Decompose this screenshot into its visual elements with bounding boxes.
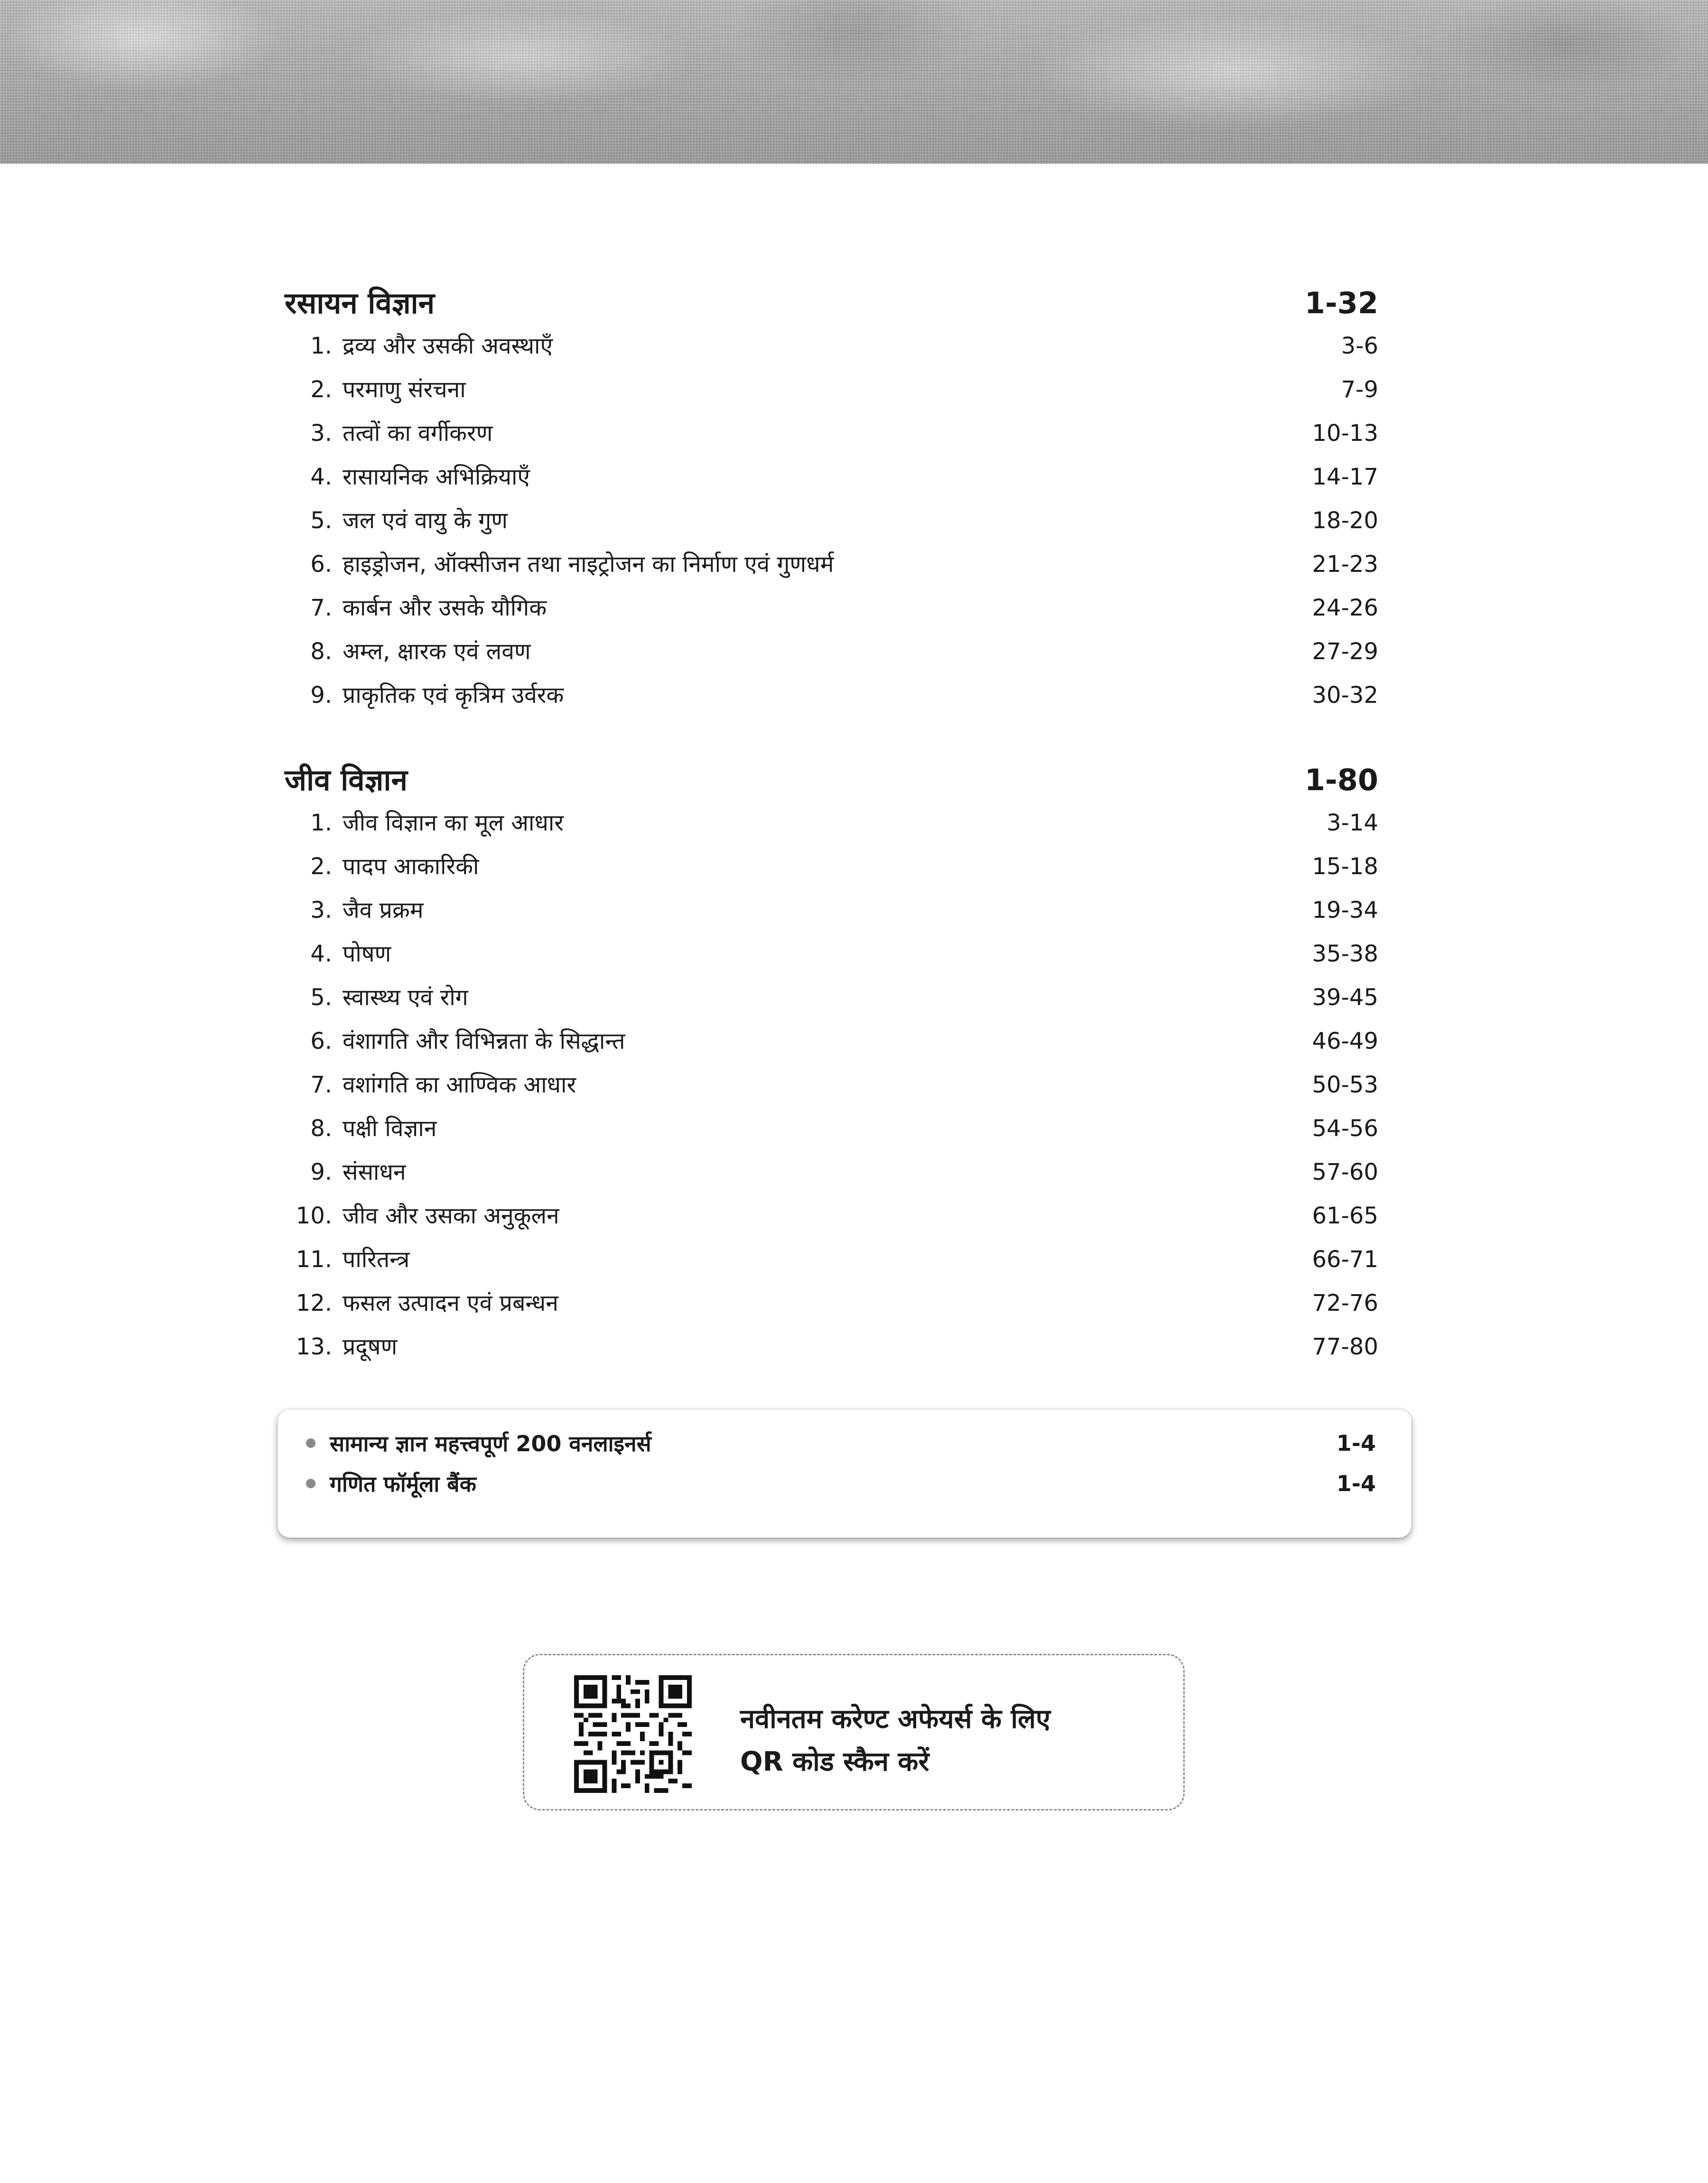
toc-row[interactable]	[285, 548, 1378, 592]
item-number: 2.	[310, 376, 332, 403]
item-pages: 35-38	[1312, 941, 1378, 967]
item-pages: 3-6	[1341, 333, 1378, 359]
section-title: रसायन विज्ञान	[285, 286, 435, 320]
toc-row[interactable]	[285, 635, 1378, 679]
section-pages: 1-32	[1304, 286, 1378, 320]
item-pages: 39-45	[1312, 984, 1378, 1011]
toc-row[interactable]	[285, 592, 1378, 635]
item-pages: 10-13	[1312, 420, 1378, 447]
toc-row[interactable]	[285, 850, 1378, 894]
toc-row[interactable]	[285, 504, 1378, 548]
item-pages: 72-76	[1312, 1290, 1378, 1316]
bonus-item-pages: 1-4	[1336, 1470, 1376, 1496]
item-label: संसाधन	[343, 1159, 406, 1185]
item-label: पादप आकारिकी	[343, 853, 479, 880]
toc-row[interactable]	[285, 1112, 1378, 1156]
item-pages: 14-17	[1312, 464, 1378, 490]
section-heading	[285, 759, 1378, 807]
item-label: कार्बन और उसके यौगिक	[343, 595, 547, 621]
item-number: 4.	[310, 464, 332, 490]
toc-row[interactable]	[285, 679, 1378, 723]
toc-section-chemistry	[285, 282, 1378, 723]
item-number: 2.	[310, 853, 332, 880]
item-number: 6.	[310, 1028, 332, 1054]
toc-row[interactable]	[285, 1243, 1378, 1287]
item-number: 9.	[310, 682, 332, 709]
item-label: पोषण	[343, 941, 391, 967]
bonus-item[interactable]	[306, 1423, 1376, 1463]
toc-row[interactable]	[285, 1200, 1378, 1243]
item-pages: 46-49	[1312, 1028, 1378, 1054]
bullet-icon	[306, 1479, 316, 1488]
item-pages: 27-29	[1312, 638, 1378, 665]
item-pages: 7-9	[1341, 376, 1378, 403]
toc-row[interactable]	[285, 894, 1378, 938]
section-heading	[285, 282, 1378, 330]
item-pages: 30-32	[1312, 682, 1378, 709]
toc-row[interactable]	[285, 981, 1378, 1025]
bonus-item-label: सामान्य ज्ञान महत्त्वपूर्ण 200 वनलाइनर्स	[330, 1430, 651, 1456]
item-number: 7.	[310, 1072, 332, 1098]
bullet-icon	[306, 1438, 316, 1448]
item-pages: 24-26	[1312, 595, 1378, 621]
toc-row[interactable]	[285, 1156, 1378, 1200]
item-pages: 50-53	[1312, 1072, 1378, 1098]
item-number: 13.	[296, 1334, 332, 1360]
toc-row[interactable]	[285, 461, 1378, 504]
toc-row[interactable]	[285, 1069, 1378, 1112]
item-pages: 3-14	[1327, 810, 1378, 836]
toc-row[interactable]	[285, 1287, 1378, 1331]
item-label: पारितन्त्र	[343, 1246, 410, 1273]
toc-section-biology	[285, 759, 1378, 1374]
item-number: 4.	[310, 941, 332, 967]
item-label: परमाणु संरचना	[343, 376, 466, 403]
bonus-item-pages: 1-4	[1336, 1430, 1376, 1456]
toc-row[interactable]	[285, 938, 1378, 981]
item-label: जैव प्रक्रम	[343, 897, 424, 924]
item-number: 3.	[310, 420, 332, 447]
item-number: 10.	[296, 1203, 332, 1229]
toc-row[interactable]	[285, 807, 1378, 850]
section-title: जीव विज्ञान	[285, 763, 408, 797]
item-number: 1.	[310, 333, 332, 359]
header-banner	[0, 0, 1708, 164]
qr-caption-line-1: नवीनतम करेण्ट अफेयर्स के लिए	[740, 1704, 1051, 1735]
item-label: प्राकृतिक एवं कृत्रिम उर्वरक	[343, 682, 564, 709]
item-label: वशांगति का आण्विक आधार	[343, 1072, 576, 1098]
item-label: हाइड्रोजन, ऑक्सीजन तथा नाइट्रोजन का निर्माण एवं गुणधर्म	[343, 551, 834, 578]
item-pages: 77-80	[1312, 1334, 1378, 1360]
item-label: फसल उत्पादन एवं प्रबन्धन	[343, 1290, 558, 1316]
item-number: 8.	[310, 1115, 332, 1142]
qr-caption-line-2: QR कोड स्कैन करें	[740, 1746, 929, 1777]
item-pages: 15-18	[1312, 853, 1378, 880]
item-number: 5.	[310, 984, 332, 1011]
item-label: तत्वों का वर्गीकरण	[343, 420, 493, 447]
item-number: 9.	[310, 1159, 332, 1185]
item-pages: 57-60	[1312, 1159, 1378, 1185]
item-label: अम्ल, क्षारक एवं लवण	[343, 638, 531, 665]
item-label: वंशागति और विभिन्नता के सिद्धान्त	[343, 1028, 625, 1054]
item-label: प्रदूषण	[343, 1334, 398, 1360]
item-number: 3.	[310, 897, 332, 924]
item-label: जीव विज्ञान का मूल आधार	[343, 810, 564, 836]
toc-row[interactable]	[285, 417, 1378, 461]
qr-callout	[523, 1654, 1185, 1810]
section-pages: 1-80	[1304, 763, 1378, 797]
item-number: 12.	[296, 1290, 332, 1316]
toc-row[interactable]	[285, 1025, 1378, 1069]
bonus-item-label: गणित फॉर्मूला बैंक	[330, 1471, 476, 1497]
qr-code-icon[interactable]	[574, 1675, 692, 1793]
bonus-contents-box	[278, 1409, 1411, 1538]
item-pages: 18-20	[1312, 507, 1378, 534]
item-label: जल एवं वायु के गुण	[343, 507, 508, 534]
item-pages: 61-65	[1312, 1203, 1378, 1229]
item-label: स्वास्थ्य एवं रोग	[343, 984, 468, 1011]
item-number: 11.	[296, 1246, 332, 1273]
item-pages: 21-23	[1312, 551, 1378, 578]
item-number: 8.	[310, 638, 332, 665]
toc-row[interactable]	[285, 1331, 1378, 1374]
item-label: द्रव्य और उसकी अवस्थाएँ	[343, 333, 553, 359]
item-number: 7.	[310, 595, 332, 621]
item-number: 1.	[310, 810, 332, 836]
item-label: पक्षी विज्ञान	[343, 1115, 437, 1142]
item-label: रासायनिक अभिक्रियाएँ	[343, 464, 530, 490]
toc-row[interactable]	[285, 373, 1378, 417]
item-number: 5.	[310, 507, 332, 534]
item-label: जीव और उसका अनुकूलन	[343, 1203, 559, 1229]
bonus-item[interactable]	[306, 1463, 1376, 1503]
item-pages: 66-71	[1312, 1246, 1378, 1273]
toc-row[interactable]	[285, 330, 1378, 373]
qr-caption	[740, 1698, 1050, 1783]
item-pages: 54-56	[1312, 1115, 1378, 1142]
item-number: 6.	[310, 551, 332, 578]
item-pages: 19-34	[1312, 897, 1378, 924]
